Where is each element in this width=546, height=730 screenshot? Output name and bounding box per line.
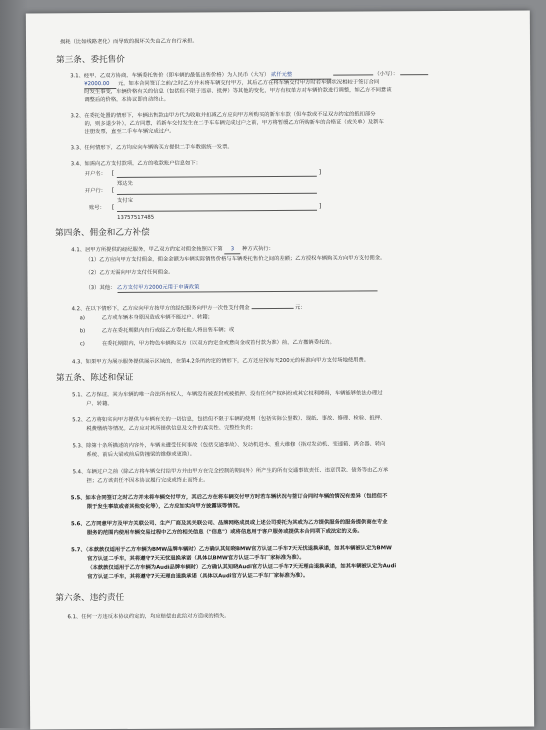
account-holder-field [116,169,317,187]
clause-3-3: 3.3、任何情形下，乙方均应向车辆购买方提供二手车数据统一发票。 [70,144,233,152]
clause-5-5-line-1: 5.5、如本合同签订之时乙方并未将车辆交付甲方，其后乙方在将车辆交付甲方时若车辆状况与签订合同时车辆的情况有差异（包括但不 [70,493,388,502]
clause-5-7-line-1: 5.7、（本款款仅适用于乙方车辆为BMW品牌车辆时）乙方确认其知晓BMW官方认证二手车7天无忧退换承诺，如其车辆被认定为BMW [71,545,392,554]
clause-4-2-b [80,327,234,335]
clause-4-2-intro [72,305,306,313]
clause-3-1-text-b: （小写）： [374,71,399,78]
clause-4-1-text-a: 4.1、居甲方所提供的经纪服务，甲乙双方约定对佣金按照以下第 [71,246,223,254]
top-note: 损耗（比如线路老化）而导致的损坏关失由乙方自行承担。 [59,38,198,46]
clause-5-5-line-2: 限于发生事故或者其他变化等），乙方应如实向甲方披露该等情况。 [86,503,244,511]
clause-3-2-line-3: 注册发票，直至二手车车辆完成过户。 [84,128,175,136]
clause-4-2-c [80,340,335,349]
clause-5-6-line-2: 服务的范围内使用车辆交易过程中乙方的相关信息（"信息"）或将信息用于客户服务或提供本合同项下或法定的义务。 [86,528,363,537]
clause-4-2-a-text: 乙方或车辆本身原因造成车辆不能过户、转籍； [101,314,213,322]
acct-open-bracket: [ [111,204,115,212]
clause-5-7-line-2: 官方认证二手车，其将遵守7天无忧退换承诺（具体以BMW官方认证二手车厂家标准为准）。 [87,554,305,563]
clause-4-2-unit: 元： [294,304,306,311]
clause-5-4-line-2: 担；乙方该责任不因本协议履行完成或终止而终止。 [86,477,209,485]
clause-3-2-line-1: 3.2、在委托处置的情形下，车辆出售款由甲方代为收取并扣减乙方应向甲方所购买的新车车款（但车款或不足双方约定的抵扣部分 [70,111,376,120]
bank-label: 开户行： [84,188,107,195]
section-6-title: 第六条、违约责任 [55,592,125,604]
clause-5-2-line-2: 税费缴纳等情况。乙方应对其所提供信息及文件的真实性、完整性负责； [86,425,256,433]
commission-option-choice: 3 [230,246,235,253]
price-number: ¥2000.00 [84,81,110,88]
clause-5-2-line-1: 5.2、乙方将如实向甲方提供与车辆有关的一切信息，包括但不限于车辆的使用（包括实际公里数）、现纸、事故、修理、检验、抵押、 [72,415,386,424]
clause-4-2-a [80,314,213,322]
clause-4-2-a-mark: a) [79,315,86,322]
clause-4-1-text-b: 种方式执行： [242,246,274,253]
bank-value: 支付宝 [116,197,133,204]
clause-5-7-line-4: 官方认证二手车，其将遵守7天无理由退换承诺（具体以Audi官方认证二手车厂家标准为准）。 [87,572,309,581]
clause-5-3-line-2: 系统、前后大梁或前后防撞梁的维修或更换）。 [86,451,196,459]
acct-close-bracket: ] [318,202,322,210]
clause-5-4-line-1: 5.4、车辆过户之前（除乙方将车辆交付给甲方并由甲方在完全控制的期间外）所产生的所有交通事故责任、违章罚款、债务等由乙方承 [72,467,389,476]
clause-5-3-line-1: 5.3、除第十条所描述的内容外，车辆未遭受任何事故（包括交通事故）、发动机进水、重大维修（指对发动机、变速箱、离合器、转向 [72,441,386,450]
clause-4-2-b-text: 乙方在委托期限内自行或经乙方委托他人将出售车辆；或 [101,327,235,335]
clause-4-3: 4.3、如果甲方为展示服务提供展示区域的，在第4.2条所约定的情形下，乙方还应按每天200元的标准向甲方支付场地使用费。 [71,357,370,366]
commission-option-3-label: （3）其他： [85,285,116,292]
bank-field [116,186,317,204]
section-4-title: 第四条、佣金和乙方补偿 [55,227,150,239]
commission-option-3 [85,283,377,293]
clause-3-4-intro: 3.4、如需向乙方支付款项，乙方的收款账户信息如下： [70,160,202,168]
clause-3-2-line-2: 的，则多退少补），乙方同意，若新车交付发生在二手车车辆完成过户之前，甲方将暂缓乙方所购新车的合格证（或关单）及新车 [84,119,384,128]
clause-3-1-text-c: 元。如本合同签订之前/之时乙方并未将车辆交付甲方，其后乙方在将车辆交付甲方时若车辆状况相较于签订合同 [117,79,380,87]
price-words: 贰仟元整 [270,71,293,79]
account-number-label: 账号： [88,205,105,212]
section-3-title: 第三条、委托售价 [56,54,125,66]
bank-open-bracket: [ [111,187,115,195]
clause-3-1-line-4: 调整后的价格，本协议即自动终止。 [84,96,170,104]
account-holder-value: 郑达先 [116,180,133,187]
holder-close-bracket: ] [318,168,322,176]
clause-4-1-intro [71,246,274,255]
account-number-field [117,203,317,221]
clause-5-7-line-3: （本款款仅适用于乙方车辆为Audi品牌车辆时）乙方确认其知晓Audi官方认证二手车7天无理由退换承诺，如其车辆被认定为Audi [87,563,397,572]
desk-shadow [0,0,28,728]
commission-option-2: （2）乙方无需向甲方支付任何佣金。 [85,269,174,277]
holder-open-bracket: [ [111,170,115,178]
contract-page [26,10,534,729]
account-number-value: 13757517485 [117,214,155,221]
commission-option-1: （1）乙方应向甲方支付佣金，佣金金额为车辆实际销售价格与车辆委托售价之间的差额；乙方授权车辆购买方向甲方支付佣金。 [85,255,386,264]
section-5-title: 第五条、陈述和保证 [56,372,134,384]
account-holder-label: 开户名： [84,171,107,178]
clause-5-1-line-1: 5.1、乙方保证，其为车辆的唯一合法所有权人，车辆没有被查封或被抵押、没有任何产权纠纷或其它权利障碍，车辆能够依法办理过 [72,390,383,399]
commission-option-3-value: 乙方支付甲方2000元用于申请政策 [117,284,200,291]
clause-3-1-text-a: 3.1、经甲、乙双方协商，车辆委托售价（即车辆的最低出售价格）为人民币（大写） [70,72,270,80]
clause-3-1-line-3: 时发生事变，车辆价格有关的信息（包括但不限于违章、抵押）等其他的变化，甲方有权单方对车辆价款进行调整，如乙方不同意该 [84,87,392,96]
clause-5-1-line-2: 户、转籍。 [86,401,113,408]
clause-4-2-text: 4.2、在以下情形下，乙方应向甲方按甲方的经纪服务向甲方一次性支付佣金 [71,305,250,313]
clause-4-2-c-text: 在委托期限内，甲方物色车辆购买方（以双方约定金或意向金或首付款为准）前，乙方撤销委托的。 [101,339,335,348]
clause-6-1: 6.1、任何一方违反本协议约定的，均应赔偿由此给对方造成的损失。 [67,613,230,621]
clause-4-2-c-mark: c) [79,341,85,348]
clause-5-6-line-1: 5.6、乙方同意甲方及甲方关联公司、生产厂商及其关联公司、品牌网络成员或上述公司委托为其或为乙方提供服务的服务提供商在专业 [70,519,388,528]
clause-4-2-b-mark: b) [79,328,86,335]
